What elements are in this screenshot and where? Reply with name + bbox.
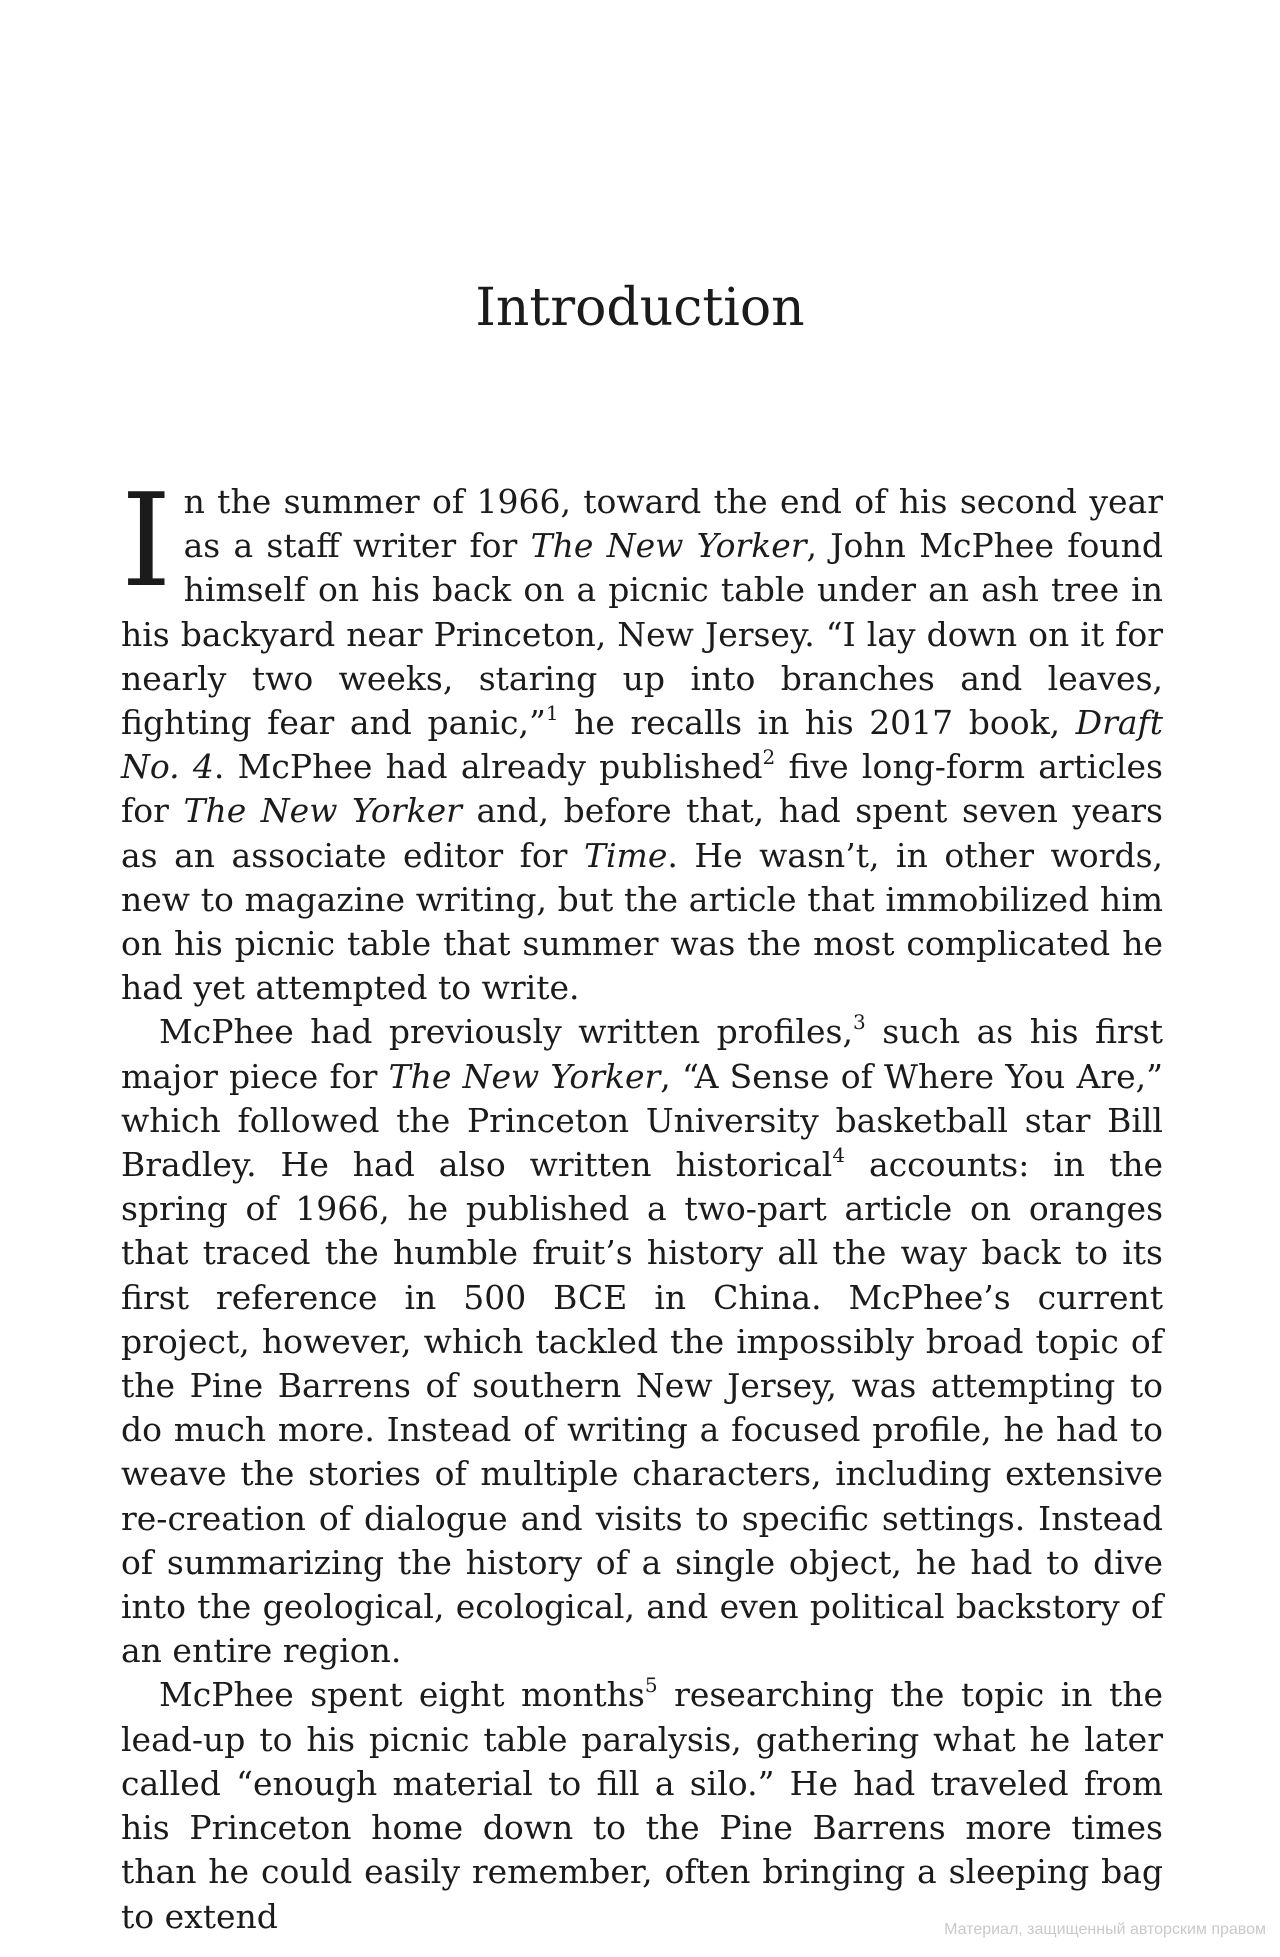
text-run: five long-form articles for [121,747,1163,831]
italic-title: The New Yorker [183,791,462,831]
text-run: McPhee spent eight months [159,1675,645,1715]
copyright-watermark: Материал, защищенный авторским правом [944,1921,1266,1938]
paragraph-2 [121,1010,1163,1673]
text-run: McPhee had previously written profiles, [159,1012,853,1052]
footnote-marker: 1 [545,701,559,726]
text-run: accounts: in the spring of 1966, he published a two-part article on oranges that traced the humble fruit’s history all the way back to its first reference in 500 BCE in China. McPhee’s current project, however, which tackled the impossibly broad topic of the Pine Barrens of southern New Jersey, was attempting to do much more. Instead of writing a focused profile, he had to weave the stories of multiple characters, including extensive re-creation of dialogue and visits to specific settings. Instead of summarizing the history of a single object, he had to dive into the geological, ecological, and even political backstory of an entire region. [121,1145,1163,1671]
text-run: he recalls in his 2017 book, [558,703,1076,743]
italic-title: Time [583,835,668,875]
text-run: . He wasn’t, in other words, new to magazine writing, but the article that immobilized him on his picnic table that summer was the most complicated he had yet attempted to write. [121,835,1163,1008]
text-run: such as his first major piece for [121,1012,1163,1096]
footnote-marker: 5 [644,1673,658,1698]
text-run: . McPhee had already published [213,747,763,787]
italic-title: The New Yorker [388,1056,661,1096]
text-run: researching the topic in the lead-up to his picnic table paralysis, gathering what he later called “enough material to fill a silo.” He had traveled from his Princeton home down to the Pine Barrens more times than he could easily remember, often bringing a sleeping bag to extend [121,1675,1163,1936]
text-run: , “A Sense of Where You Are,” which followed the Princeton University basketball star Bill Bradley. He had also written historical [121,1056,1163,1185]
drop-cap: I [121,467,172,616]
paragraph-3 [121,1673,1163,1938]
chapter-title: Introduction [475,278,805,338]
footnote-marker: 4 [832,1143,846,1168]
text-run: and, before that, had spent seven years as an associate editor for [121,791,1163,875]
body-text [121,467,1163,1939]
italic-title: The New Yorker [530,526,807,566]
paragraph-1 [121,467,1163,1010]
footnote-marker: 3 [852,1010,866,1035]
italic-title: Draft No. 4 [121,703,1163,787]
footnote-marker: 2 [762,745,776,770]
text-run: , John McPhee found himself on his back on a picnic table under an ash tree in his backyard near Princeton, New Jersey. “I lay down on it for nearly two weeks, staring up into branches and leaves, fighting fear and panic,” [121,526,1163,743]
text-run: n the summer of 1966, toward the end of his second year as a staff writer for [183,482,1163,566]
